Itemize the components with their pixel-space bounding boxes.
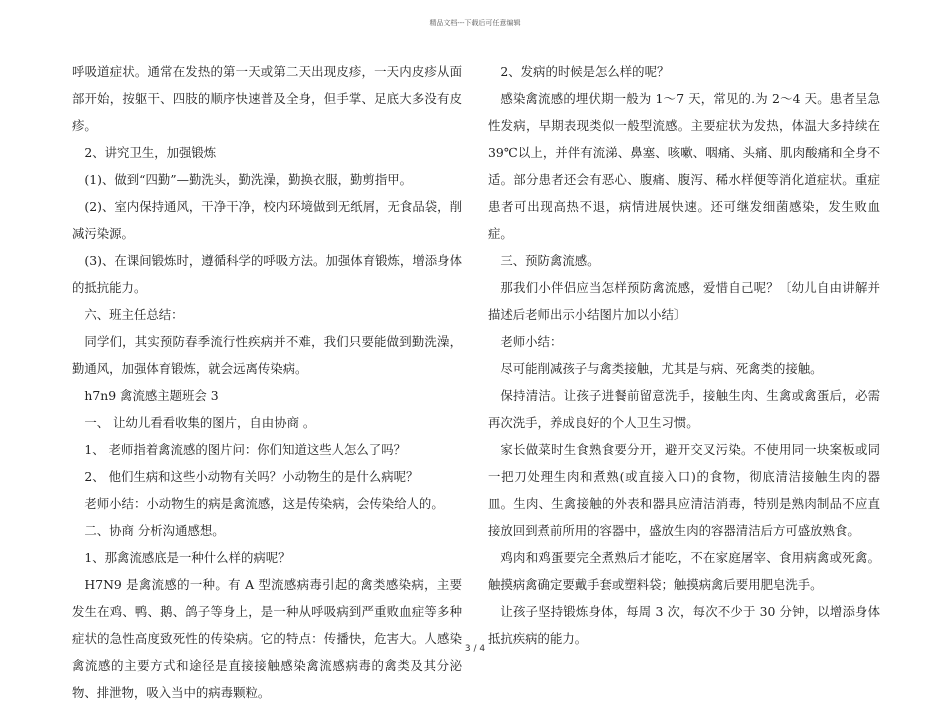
paragraph: 感染禽流感的埋伏期一般为 1～7 天，常见的.为 2～4 天。患者呈急性发病，早期表现类似一般型流感。主要症状为发热，体温大多持续在 39℃以上，并伴有流涕、鼻塞、咳嗽、咽痛、头痛、肌肉酸痛和全身不适。部分患者还会有恶心、腹痛、腹泻、稀水样便等消化道症状。重症患者可出现高热不退，病情进展快速。还可继发细菌感染，发生败血症。 bbox=[488, 91, 880, 241]
paragraph: 那我们小伴侣应当怎样预防禽流感，爱惜自己呢？〔幼儿自由讲解并描述后老师出示小结图片加以小结〕 bbox=[488, 280, 880, 322]
section-heading: 三、预防禽流感。 bbox=[500, 253, 600, 268]
paragraph: H7N9 是禽流感的一种。有 A 型流感病毒引起的禽类感染病，主要发生在鸡、鸭、鹅、鸽子等身上，是一种从呼吸病到严重败血症等多种症状的急性高度致死性的传染病。它的特点：传播快，危害大。人感染禽流感的主要方式和途径是直接接触感染禽流感病毒的禽类及其分泌物、排泄物，吸入当中的病毒颗粒。 bbox=[72, 577, 462, 700]
paragraph: 1、 老师指着禽流感的图片问：你们知道这些人怎么了吗？ bbox=[84, 442, 406, 457]
page-header: 精品文档---下载后可任意编辑 bbox=[429, 19, 521, 27]
paragraph: 老师小结： bbox=[500, 334, 563, 349]
section-heading: 六、班主任总结： bbox=[84, 307, 184, 322]
paragraph: 2、讲究卫生，加强锻炼 bbox=[84, 145, 217, 160]
left-column bbox=[72, 58, 462, 706]
paragraph: 2、发病的时候是怎么样的呢？ bbox=[500, 64, 670, 79]
paragraph: 尽可能削减孩子与禽类接触，尤其是与病、死禽类的接触。 bbox=[500, 361, 823, 376]
paragraph: (2)、室内保持通风，干净干净，校内环境做到无纸屑，无食品袋，削减污染源。 bbox=[72, 199, 462, 241]
paragraph: 鸡肉和鸡蛋要完全煮熟后才能吃，不在家庭屠宰、食用病禽或死禽。触摸病禽确定要戴手套或塑料袋；触摸病禽后要用肥皂洗手。 bbox=[488, 550, 880, 592]
paragraph: 呼吸道症状。通常在发热的第一天或第二天出现皮疹，一天内皮疹从面部开始，按躯干、四肢的顺序快速普及全身，但手掌、足底大多没有皮疹。 bbox=[72, 64, 462, 133]
section-heading: 二、协商 分析沟通感想。 bbox=[84, 523, 225, 538]
paragraph: 家长做菜时生食熟食要分开，避开交叉污染。不使用同一块案板或同一把刀处理生肉和煮熟(或直接入口)的食物，彻底清洁接触生肉的器皿。生肉、生禽接触的外表和器具应清洁消毒，特别是熟肉制品不应直接放回到煮前所用的容器中，盛放生肉的容器清洁后方可盛放熟食。 bbox=[488, 442, 880, 538]
right-column bbox=[488, 58, 880, 652]
paragraph: 让孩子坚持锻炼身体，每周 3 次，每次不少于 30 分钟，以增添身体抵抗疾病的能力。 bbox=[488, 604, 880, 646]
paragraph: 保持清洁。让孩子进餐前留意洗手，接触生肉、生禽或禽蛋后，必需再次洗手，养成良好的个人卫生习惯。 bbox=[488, 388, 880, 430]
document-title: h7n9 禽流感主题班会 3 bbox=[84, 388, 219, 403]
paragraph: 老师小结：小动物生的病是禽流感，这是传染病，会传染给人的。 bbox=[84, 496, 444, 511]
paragraph: (1)、做到“四勤”—勤洗头，勤洗澡，勤换衣服，勤剪指甲。 bbox=[84, 172, 412, 187]
paragraph: 同学们，其实预防春季流行性疾病并不难，我们只要能做到勤洗澡，勤通风，加强体育锻炼，就会远离传染病。 bbox=[72, 334, 462, 376]
section-heading: 一、 让幼儿看看收集的图片，自由协商 。 bbox=[84, 415, 316, 430]
page-number: 3 / 4 bbox=[464, 644, 486, 654]
paragraph: 1、那禽流感底是一种什么样的病呢？ bbox=[84, 550, 291, 565]
paragraph: (3)、在课间锻炼时，遵循科学的呼吸方法。加强体育锻炼，增添身体的抵抗能力。 bbox=[72, 253, 462, 295]
paragraph: 2、 他们生病和这些小动物有关吗？小动物生的是什么病呢？ bbox=[84, 469, 419, 484]
